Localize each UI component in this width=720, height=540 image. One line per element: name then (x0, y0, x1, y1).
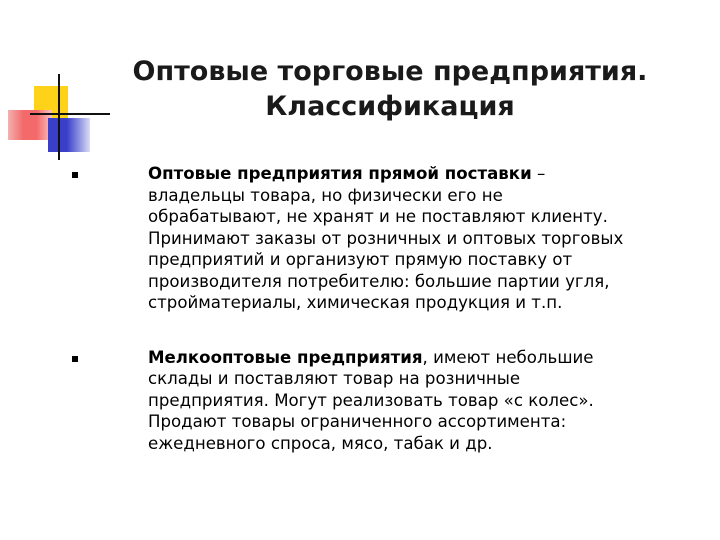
item-description: , имеют небольшие склады и поставляют товар на розничные предприятия. Могут реализовать товар «с колес». Продают товары ограниченного ассортимента: ежедневного спроса, мясо, табак и др. (148, 347, 594, 453)
title-line-1: Оптовые торговые предприятия. (132, 56, 648, 87)
decorative-squares (0, 0, 110, 170)
slide-title (118, 54, 662, 124)
title-line-2: Классификация (265, 91, 515, 122)
item-term: Мелкооптовые предприятия (148, 347, 423, 367)
square-bullet-icon (72, 356, 78, 362)
blue-square (48, 118, 90, 152)
horizontal-line (30, 113, 110, 115)
list-item (72, 347, 632, 455)
list-item (72, 163, 632, 314)
item-term: Оптовые предприятия прямой поставки (148, 164, 532, 183)
bullet-list (72, 163, 632, 454)
item-description: – владельцы товара, но физически его не обрабатывают, не хранят и не поставляют клиенту. Принимают заказы от розничных и оптовых торговых предприятий и организуют прямую поставку от производителя потребителю: большие партии угля, стройматериалы, химическая продукция и т.п. (148, 164, 624, 312)
square-bullet-icon (72, 172, 78, 178)
vertical-line (58, 74, 60, 160)
